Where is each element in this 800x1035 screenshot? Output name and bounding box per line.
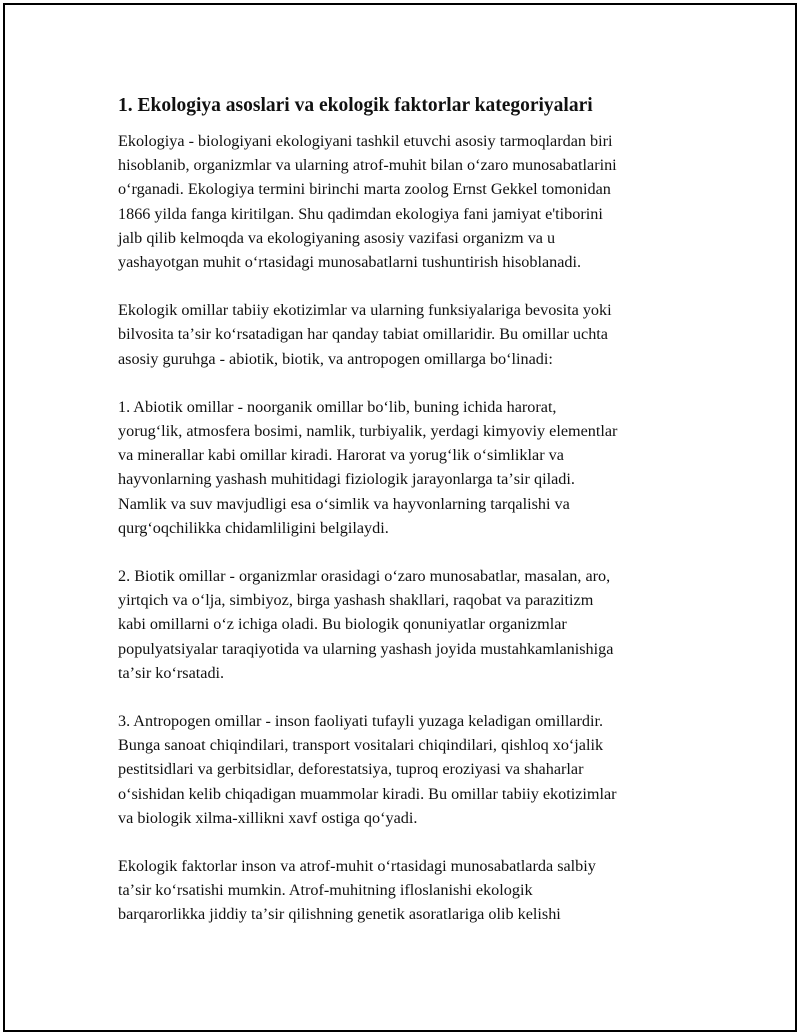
text-line: Namlik va suv mavjudligi esa oʻsimlik va hayvonlarning tarqalishi va [118,494,570,513]
text-line: 1866 yilda fanga kiritilgan. Shu qadimdan ekologiya fani jamiyat e'tiborini [118,204,603,223]
text-line: 3. Antropogen omillar - inson faoliyati tufayli yuzaga keladigan omillardir. [118,712,604,731]
text-line: Ekologik omillar tabiiy ekotizimlar va ularning funksiyalariga bevosita yoki [118,301,612,320]
text-line: kabi omillarni oʻz ichiga oladi. Bu biologik qonuniyatlar organizmlar [118,615,567,634]
document-title: 1. Ekologiya asoslari va ekologik faktorlar kategoriyalari [118,95,593,116]
text-line: yashayotgan muhit oʻrtasidagi munosabatlarni tushuntirish hisoblanadi. [118,253,582,272]
text-line: populyatsiyalar taraqiyotida va ularning yashash joyida mustahkamlanishiga [118,639,614,658]
paragraph-factors-overview [118,298,698,371]
text-line: jalb qilib kelmoqda va ekologiyaning asosiy vazifasi organizm va u [118,228,556,247]
paragraph-impact [118,854,698,927]
text-line: yorugʻlik, atmosfera bosimi, namlik, turbiyalik, yerdagi kimyoviy elementlar [118,422,618,441]
text-line: hisoblanib, organizmlar va ularning atrof-muhit bilan oʻzaro munosabatlarini [118,156,617,175]
text-line: barqarorlikka jiddiy taʼsir qilishning genetik asoratlariga olib kelishi [118,905,561,924]
text-line: oʻrganadi. Ekologiya termini birinchi marta zoolog Ernst Gekkel tomonidan [118,180,611,199]
text-line: Bunga sanoat chiqindilari, transport vositalari chiqindilari, qishloq xoʻjalik [118,736,604,755]
text-line: bilvosita taʼsir koʻrsatadigan har qanday tabiat omillaridir. Bu omillar uchta [118,325,608,344]
text-line: Ekologik faktorlar inson va atrof-muhit oʻrtasidagi munosabatlarda salbiy [118,857,596,876]
text-line: va biologik xilma-xillikni xavf ostiga qoʻyadi. [118,808,418,827]
paragraph-abiotic [118,395,698,540]
paragraph-biotic [118,564,698,685]
text-line: asosiy guruhga - abiotik, biotik, va antropogen omillarga boʻlinadi: [118,349,553,368]
text-line: taʼsir koʻrsatishi mumkin. Atrof-muhitning ifloslanishi ekologik [118,881,533,900]
paragraph-intro [118,129,698,274]
text-line: yirtqich va oʻlja, simbiyoz, birga yashash shakllari, raqobat va parazitizm [118,591,594,610]
text-line: pestitsidlari va gerbitsidlar, deforestatsiya, tuproq eroziyasi va shaharlar [118,760,584,779]
text-line: Ekologiya - biologiyani ekologiyani tashkil etuvchi asosiy tarmoqlardan biri [118,132,613,150]
text-line: qurgʻoqchilikka chidamliligini belgilaydi. [118,518,389,537]
document-body [118,93,698,951]
text-line: taʼsir koʻrsatadi. [118,663,225,682]
text-line: va minerallar kabi omillar kiradi. Harorat va yorugʻlik oʻsimliklar va [118,446,564,465]
text-line: hayvonlarning yashash muhitidagi fiziologik jarayonlarga taʼsir qiladi. [118,470,575,489]
text-line: 2. Biotik omillar - organizmlar orasidagi oʻzaro munosabatlar, masalan, aro, [118,567,611,586]
paragraph-anthropogenic [118,709,698,830]
text-line: 1. Abiotik omillar - noorganik omillar boʻlib, buning ichida harorat, [118,397,557,416]
text-line: oʻsishidan kelib chiqadigan muammolar kiradi. Bu omillar tabiiy ekotizimlar [118,784,617,803]
